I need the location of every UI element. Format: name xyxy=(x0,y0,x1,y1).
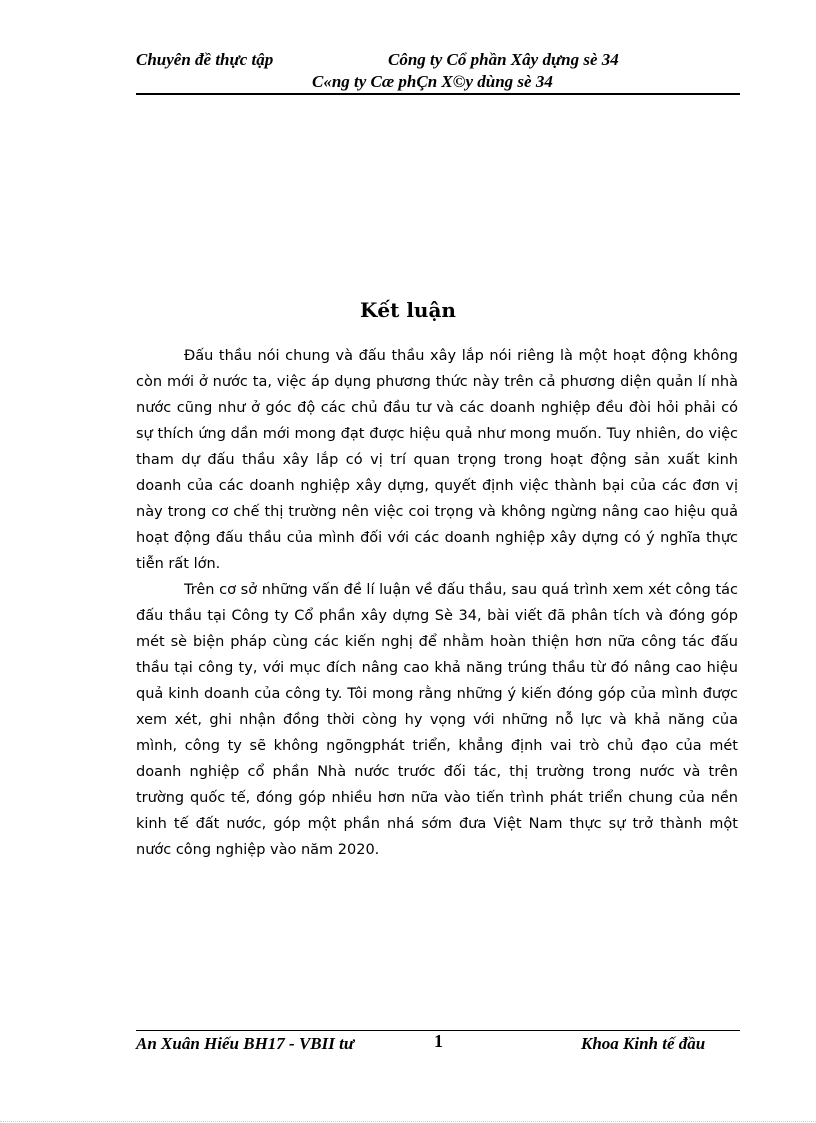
header-right: Công ty Cổ phần Xây dựng sè 34 xyxy=(388,50,619,69)
paragraph: Trên cơ sở những vấn đề lí luận về đấu thầu, sau quá trình xem xét công tác đấu thầu tại Công ty Cổ phần xây dựng Sè 34, bài viết đã phân tích và đóng góp mét sè biện pháp cùng các kiến nghị để nhằm hoàn thiện hơn nữa công tác đấu thầu tại công ty, với mục đích nâng cao khả năng trúng thầu từ đó nâng cao hiệu quả kinh doanh của công ty. Tôi mong rằng những ý kiến đóng góp của mình được xem xét, ghi nhận đồng thời còng hy vọng với những nỗ lực và khả năng của mình, công ty sẽ không ngõngphát triển, khẳng định vai trò chủ đạo của mét doanh nghiệp cổ phần Nhà nước trước đối tác, thị trường trong nước và trên trường quốc tế, đóng góp nhiều hơn nữa vào tiến trình phát triển chung của nền kinh tế đất nước, góp một phần nhá sớm đưa Việt Nam thực sự trở thành một nước công nghiệp vào năm 2020. xyxy=(136,582,738,858)
page-title: Kết luận xyxy=(360,298,456,322)
footer-author: An Xuân Hiếu BH17 - VBII tư xyxy=(136,1034,355,1053)
header-left: Chuyên đề thực tập xyxy=(136,50,274,69)
header-second-line: C«ng ty Cæ phÇn X©y dùng sè 34 xyxy=(312,72,553,91)
header-rule xyxy=(136,93,740,95)
page-number: 1 xyxy=(434,1031,443,1051)
footer-department: Khoa Kinh tế đầu xyxy=(581,1034,706,1053)
body-text xyxy=(136,343,738,863)
page-bottom-border xyxy=(0,1121,816,1122)
paragraph: Đấu thầu nói chung và đấu thầu xây lắp nói riêng là một hoạt động không còn mới ở nước ta, việc áp dụng phương thức này trên cả phương diện quản lí nhà nước cũng như ở góc độ các chủ đầu tư và các doanh nghiệp đều đòi hỏi phải có sự thích ứng dần mới mong đạt được hiệu quả như mong muốn. Tuy nhiên, do việc tham dự đấu thầu xây lắp có vị trí quan trọng trong hoạt động sản xuất kinh doanh của các doanh nghiệp xây dựng, quyết định việc thành bại của các đơn vị này trong cơ chế thị trường nên việc coi trọng và không ngừng nâng cao hiệu quả hoạt động đấu thầu của mình đối với các doanh nghiệp xây dựng có ý nghĩa thực tiễn rất lớn. xyxy=(136,348,738,572)
